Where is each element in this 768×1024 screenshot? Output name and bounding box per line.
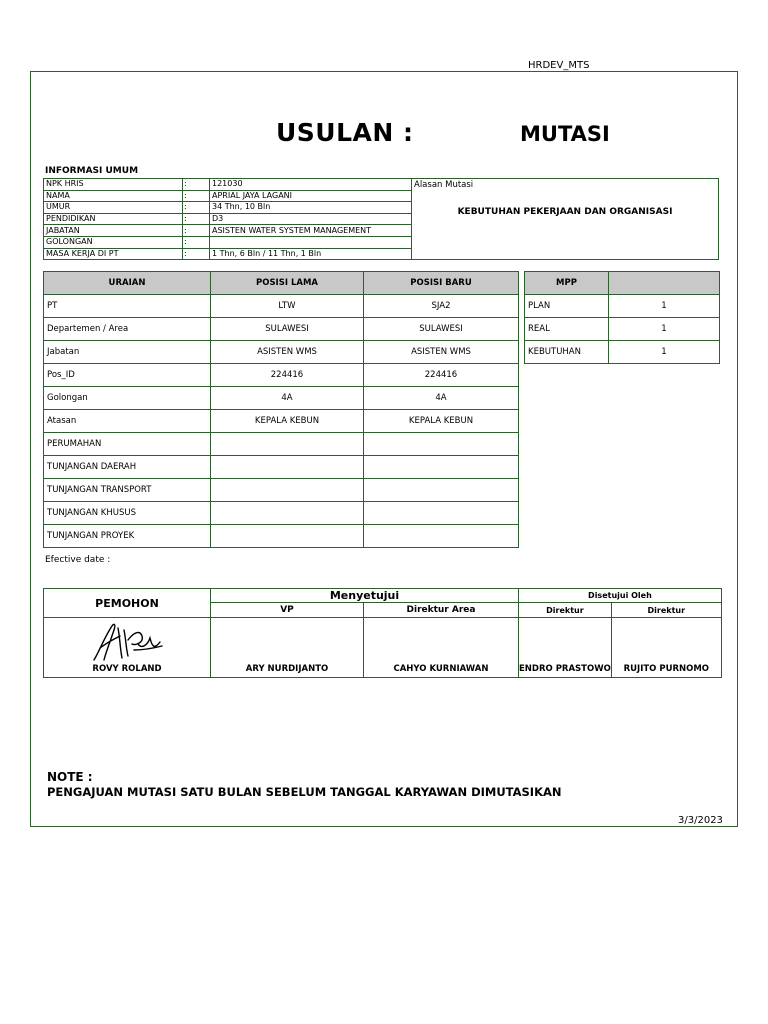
direktur1-name: ENDRO PRASTOWO <box>519 618 612 678</box>
header-posisi-baru: POSISI BARU <box>364 272 519 295</box>
posisi-baru-cell: SJA2 <box>364 295 519 318</box>
mpp-value: 1 <box>609 318 720 341</box>
info-value <box>210 236 412 248</box>
table-row <box>44 433 519 456</box>
row-label: TUNJANGAN PROYEK <box>44 525 211 548</box>
info-label: MASA KERJA DI PT <box>44 248 183 260</box>
table-row <box>44 456 519 479</box>
posisi-lama-cell: SULAWESI <box>211 318 364 341</box>
table-row <box>44 387 519 410</box>
mpp-label: KEBUTUHAN <box>525 341 609 364</box>
approval-table <box>43 588 722 678</box>
info-value: 121030 <box>210 179 412 191</box>
posisi-baru-cell: 224416 <box>364 364 519 387</box>
document-code: HRDEV_MTS <box>528 60 590 71</box>
row-label: Pos_ID <box>44 364 211 387</box>
menyetujui-label: Menyetujui <box>211 589 519 603</box>
info-value: D3 <box>210 213 412 225</box>
posisi-lama-cell: KEPALA KEBUN <box>211 410 364 433</box>
info-label: PENDIDIKAN <box>44 213 183 225</box>
info-colon: : <box>183 202 210 214</box>
posisi-baru-cell <box>364 525 519 548</box>
posisi-baru-cell: ASISTEN WMS <box>364 341 519 364</box>
row-label: Departemen / Area <box>44 318 211 341</box>
posisi-lama-cell: 4A <box>211 387 364 410</box>
direktur-area-name: CAHYO KURNIAWAN <box>364 618 519 678</box>
info-section-title: INFORMASI UMUM <box>45 166 139 176</box>
table-row <box>44 341 519 364</box>
direktur-area-label: Direktur Area <box>364 603 519 618</box>
mpp-row <box>525 295 720 318</box>
reason-box <box>411 178 719 260</box>
posisi-baru-cell: SULAWESI <box>364 318 519 341</box>
posisi-lama-cell <box>211 456 364 479</box>
row-label: TUNJANGAN DAERAH <box>44 456 211 479</box>
info-colon: : <box>183 236 210 248</box>
posisi-baru-cell <box>364 456 519 479</box>
info-row <box>44 202 412 214</box>
info-row <box>44 225 412 237</box>
pemohon-label: PEMOHON <box>44 589 211 618</box>
info-label: UMUR <box>44 202 183 214</box>
row-label: Golongan <box>44 387 211 410</box>
info-label: GOLONGAN <box>44 236 183 248</box>
posisi-baru-cell <box>364 502 519 525</box>
vp-label: VP <box>211 603 364 618</box>
direktur2-name: RUJITO PURNOMO <box>611 618 721 678</box>
info-value: APRIAL JAYA LAGANI <box>210 190 412 202</box>
table-row <box>44 479 519 502</box>
info-value: ASISTEN WATER SYSTEM MANAGEMENT <box>210 225 412 237</box>
note-label: NOTE : <box>47 770 93 784</box>
header-uraian: URAIAN <box>44 272 211 295</box>
row-label: PERUMAHAN <box>44 433 211 456</box>
info-row <box>44 236 412 248</box>
row-label: Atasan <box>44 410 211 433</box>
info-value: 1 Thn, 6 Bln / 11 Thn, 1 Bln <box>210 248 412 260</box>
posisi-lama-cell: ASISTEN WMS <box>211 341 364 364</box>
info-colon: : <box>183 225 210 237</box>
mpp-header: MPP <box>525 272 609 295</box>
mpp-row <box>525 341 720 364</box>
info-label: NAMA <box>44 190 183 202</box>
disetujui-label: Disetujui Oleh <box>519 589 722 603</box>
direktur2-label: Direktur <box>611 603 721 618</box>
direktur1-label: Direktur <box>519 603 612 618</box>
posisi-baru-cell: 4A <box>364 387 519 410</box>
table-row <box>44 364 519 387</box>
info-label: NPK HRIS <box>44 179 183 191</box>
mpp-value: 1 <box>609 295 720 318</box>
info-colon: : <box>183 190 210 202</box>
mpp-header-blank <box>609 272 720 295</box>
mpp-row <box>525 318 720 341</box>
signature-icon <box>90 620 164 664</box>
reason-value: KEBUTUHAN PEKERJAAN DAN ORGANISASI <box>457 207 673 217</box>
row-label: TUNJANGAN KHUSUS <box>44 502 211 525</box>
mpp-label: PLAN <box>525 295 609 318</box>
info-colon: : <box>183 213 210 225</box>
note-text: PENGAJUAN MUTASI SATU BULAN SEBELUM TANGGAL KARYAWAN DIMUTASIKAN <box>47 785 562 799</box>
posisi-lama-cell: 224416 <box>211 364 364 387</box>
posisi-baru-cell: KEPALA KEBUN <box>364 410 519 433</box>
posisi-lama-cell <box>211 525 364 548</box>
posisi-baru-cell <box>364 479 519 502</box>
table-row <box>44 295 519 318</box>
info-row <box>44 248 412 260</box>
posisi-lama-cell <box>211 479 364 502</box>
position-table <box>43 271 519 548</box>
info-row <box>44 213 412 225</box>
info-row <box>44 179 412 191</box>
row-label: Jabatan <box>44 341 211 364</box>
posisi-lama-cell <box>211 502 364 525</box>
posisi-lama-cell <box>211 433 364 456</box>
vp-name: ARY NURDIJANTO <box>211 618 364 678</box>
table-row <box>44 525 519 548</box>
info-table <box>43 178 412 260</box>
posisi-lama-cell: LTW <box>211 295 364 318</box>
row-label: PT <box>44 295 211 318</box>
pemohon-sign-cell <box>44 618 211 678</box>
table-row <box>44 318 519 341</box>
footer-date: 3/3/2023 <box>678 815 723 826</box>
mpp-table <box>524 271 720 364</box>
pemohon-name: ROVY ROLAND <box>92 664 162 674</box>
mpp-label: REAL <box>525 318 609 341</box>
header-posisi-lama: POSISI LAMA <box>211 272 364 295</box>
table-row <box>44 502 519 525</box>
effective-date-label: Efective date : <box>45 555 111 565</box>
row-label: TUNJANGAN TRANSPORT <box>44 479 211 502</box>
posisi-baru-cell <box>364 433 519 456</box>
table-row <box>44 410 519 433</box>
info-colon: : <box>183 179 210 191</box>
info-value: 34 Thn, 10 Bln <box>210 202 412 214</box>
form-title: USULAN : <box>276 118 414 147</box>
info-row <box>44 190 412 202</box>
mpp-value: 1 <box>609 341 720 364</box>
reason-label: Alasan Mutasi <box>414 180 474 190</box>
info-label: JABATAN <box>44 225 183 237</box>
form-type: MUTASI <box>520 122 610 146</box>
info-colon: : <box>183 248 210 260</box>
